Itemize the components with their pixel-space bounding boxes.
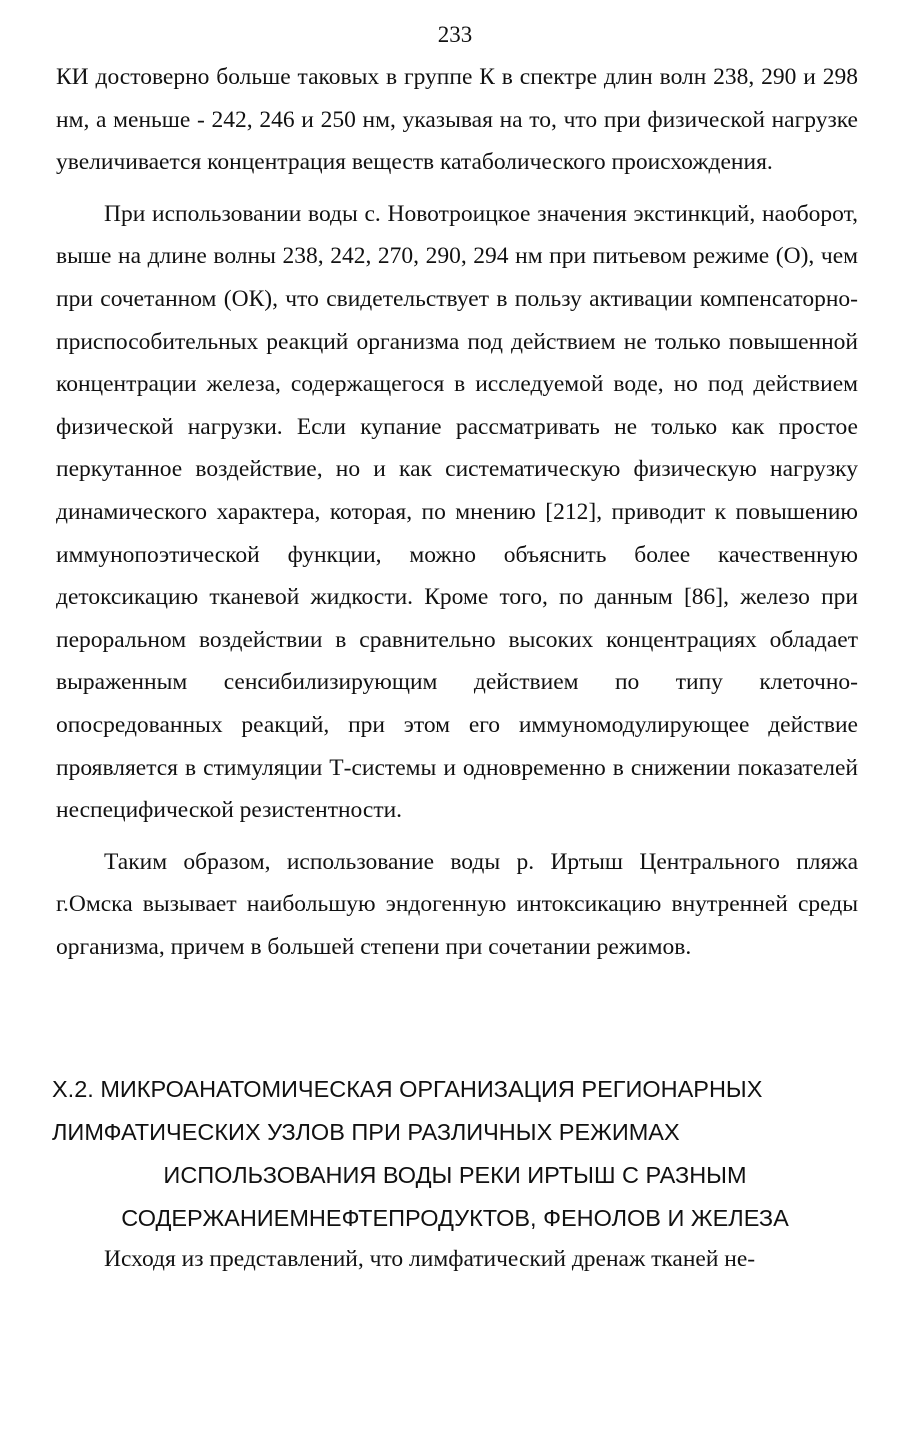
section-heading-line-4: СОДЕРЖАНИЕМНЕФТЕПРОДУКТОВ, ФЕНОЛОВ И ЖЕЛЕЗА xyxy=(121,1205,789,1231)
section-heading-line-2: ЛИМФАТИЧЕСКИХ УЗЛОВ ПРИ РАЗЛИЧНЫХ РЕЖИМАХ xyxy=(52,1119,680,1145)
continuation-paragraph: Исходя из представлений, что лимфатический дренаж тканей не- xyxy=(104,1246,756,1272)
paragraph-2: При использовании воды с. Новотроицкое значения экстинкций, наоборот, выше на длине волны 238, 242, 270, 290, 294 нм при питьевом режиме (О), чем при сочетанном (ОК), что свидетельствует в пользу активации компенсаторно-приспособительных реакций организма под действием не только повышенной концентрации железа, содержащегося в исследуемой воде, но под действием физической нагрузки. Если купание рассматривать не только как простое перкутанное воздействие, но и как систематическую физическую нагрузку динамического характера, которая, по мнению [212], приводит к повышению иммунопоэтической функции, можно объяснить более качественную детоксикацию тканевой жидкости. Кроме того, по данным [86], железо при пероральном воздействии в сравнительно высоких концентрациях обладает выраженным сенсибилизирующим действием по типу клеточно-опосредованных реакций, при этом его иммуномодулирующее действие проявляется в стимуляции Т-системы и одновременно в снижении показателей неспецифической резистентности. xyxy=(56,200,858,824)
section-heading-line-1: X.2. МИКРОАНАТОМИЧЕСКАЯ ОРГАНИЗАЦИЯ РЕГИОНАРНЫХ xyxy=(52,1076,763,1102)
section-heading xyxy=(40,1068,870,1240)
page-number: 233 xyxy=(437,22,473,47)
body-text xyxy=(56,56,858,968)
section-heading-line-3: ИСПОЛЬЗОВАНИЯ ВОДЫ РЕКИ ИРТЫШ С РАЗНЫМ xyxy=(163,1162,747,1188)
paragraph-3: Таким образом, использование воды р. Иртыш Центрального пляжа г.Омска вызывает наибольшую эндогенную интоксикацию внутренней среды организма, причем в большей степени при сочетании режимов. xyxy=(56,848,858,960)
paragraph-1: КИ достоверно больше таковых в группе К в спектре длин волн 238, 290 и 298 нм, а меньше - 242, 246 и 250 нм, указывая на то, что при физической нагрузке увеличивается концентрация веществ катаболического происхождения. xyxy=(56,64,858,176)
